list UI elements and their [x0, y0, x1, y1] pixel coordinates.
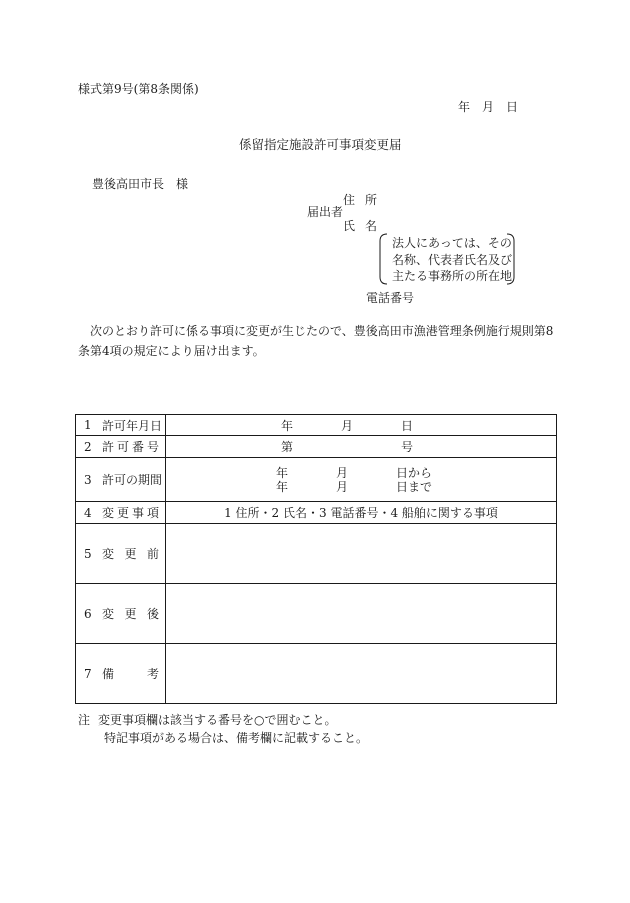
- table-row: [76, 644, 557, 704]
- address-label-char-1: 住: [343, 193, 356, 207]
- period-start-year: 年: [276, 465, 289, 480]
- row-label-cell: [76, 584, 166, 644]
- row-label: 許可の期間: [102, 473, 163, 487]
- period-end-month: 月: [336, 479, 349, 494]
- row-label: 許可年月日: [102, 418, 163, 433]
- name-label-char-1: 氏: [343, 219, 356, 233]
- note-line-1: 変更事項欄は該当する番号を○で囲むこと。: [98, 713, 337, 727]
- date-year-label: 年: [458, 100, 471, 114]
- period-start-day: 日から: [396, 465, 433, 480]
- row-label-cell: [76, 502, 166, 524]
- date-day-label: 日: [506, 100, 519, 114]
- row-number: 7: [84, 666, 92, 681]
- notes: [78, 711, 368, 747]
- table-row: [76, 524, 557, 584]
- remarks-value-cell[interactable]: [166, 644, 557, 704]
- row-number: 3: [84, 472, 92, 487]
- row-label-char: 許: [102, 440, 115, 454]
- phone-label: 電話番号: [366, 291, 415, 305]
- change-items-value-cell[interactable]: [166, 502, 557, 524]
- permit-date-year: 年: [281, 418, 294, 433]
- row-label-cell: [76, 524, 166, 584]
- after-change-value-cell[interactable]: [166, 584, 557, 644]
- table-row: [76, 502, 557, 524]
- row-number: 6: [84, 606, 92, 621]
- name-label-char-2: 名: [365, 219, 378, 233]
- form-number: 様式第9号(第8条関係): [78, 82, 199, 96]
- addressee: 豊後高田市長 様: [92, 177, 189, 191]
- body-text: 次のとおり許可に係る事項に変更が生じたので、豊後高田市漁港管理条例施行規則第8条第4項の規定により届け出ます。: [78, 324, 554, 358]
- row-number: 2: [84, 439, 92, 454]
- table-row: [76, 584, 557, 644]
- corporate-note-text: [392, 235, 512, 285]
- row-label-char: 号: [146, 440, 159, 454]
- corporate-note-line-1: 法人にあっては、その: [392, 236, 512, 250]
- row-label-char: 番: [131, 440, 144, 454]
- permit-period-value-cell[interactable]: [166, 458, 557, 502]
- notes-prefix: 注: [78, 713, 91, 727]
- note-line-2: 特記事項がある場合は、備考欄に記載すること。: [104, 731, 369, 745]
- row-label-cell: [76, 415, 166, 436]
- permit-date-day: 日: [401, 418, 414, 433]
- row-label-spread: 変 更 後: [102, 607, 159, 621]
- row-label-char: 可: [116, 440, 129, 454]
- corporate-note-bracket: [378, 233, 516, 283]
- period-end-year: 年: [276, 479, 289, 494]
- permit-number-suffix: 号: [401, 440, 414, 454]
- table-row: [76, 415, 557, 436]
- address-label-char-2: 所: [365, 193, 378, 207]
- row-number: 1: [84, 418, 92, 432]
- row-label-spread: 変 更 前: [102, 547, 159, 561]
- corporate-note-line-3: 主たる事務所の所在地: [392, 269, 513, 283]
- applicant-label: 届出者: [307, 205, 344, 219]
- details-table: [75, 414, 557, 704]
- row-label-cell: [76, 458, 166, 502]
- row-number: 4: [84, 505, 92, 520]
- before-change-value-cell[interactable]: [166, 524, 557, 584]
- row-label-spread: 変 更 事 項: [102, 506, 159, 520]
- row-label-spread: 備 考: [102, 667, 159, 681]
- row-label-cell: [76, 436, 166, 458]
- corporate-note-line-2: 名称、代表者氏名及び: [392, 252, 513, 267]
- date-month-label: 月: [482, 100, 495, 114]
- change-items-options: 1 住所・2 氏名・3 電話番号・4 船舶に関する事項: [224, 506, 498, 520]
- document-title: 係留指定施設許可事項変更届: [239, 137, 402, 152]
- row-label-cell: [76, 644, 166, 704]
- permit-date-month: 月: [341, 418, 354, 433]
- table-row: [76, 436, 557, 458]
- permit-number-prefix: 第: [281, 440, 294, 454]
- body-paragraph: [78, 321, 556, 361]
- period-start-month: 月: [336, 465, 349, 480]
- row-number: 5: [84, 546, 92, 561]
- period-end-day: 日まで: [396, 479, 433, 494]
- permit-number-value-cell[interactable]: [166, 436, 557, 458]
- table-row: [76, 458, 557, 502]
- row-label-spread: [102, 438, 165, 455]
- permit-date-value-cell[interactable]: [166, 415, 557, 436]
